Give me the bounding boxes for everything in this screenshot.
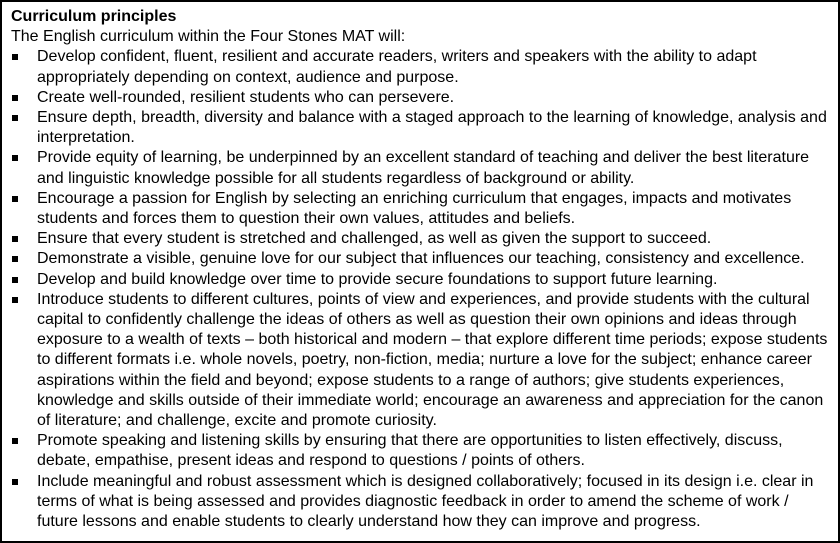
principle-item	[11, 431, 833, 471]
square-bullet-icon	[12, 54, 18, 60]
square-bullet-icon	[12, 155, 18, 161]
square-bullet-icon	[12, 236, 18, 242]
square-bullet-icon	[12, 277, 18, 283]
principle-text: Promote speaking and listening skills by ensuring that there are opportunities to listen effectively, discuss, debate, empathise, present ideas and respond to questions / points of others.	[37, 432, 783, 470]
principle-text: Provide equity of learning, be underpinned by an excellent standard of teaching and deliver the best literature and linguistic knowledge possible for all students regardless of background or ability.	[37, 149, 810, 187]
square-bullet-icon	[12, 95, 18, 101]
principle-item	[11, 108, 833, 148]
principle-text: Develop confident, fluent, resilient and accurate readers, writers and speakers with the ability to adapt appropriately depending on context, audience and purpose.	[37, 48, 757, 86]
principle-item	[11, 290, 833, 431]
principle-item	[11, 472, 833, 533]
square-bullet-icon	[12, 297, 18, 303]
document-body	[11, 7, 833, 532]
square-bullet-icon	[12, 438, 18, 444]
principle-item	[11, 88, 833, 108]
principle-item	[11, 229, 833, 249]
square-bullet-icon	[12, 115, 18, 121]
principle-item	[11, 148, 833, 188]
square-bullet-icon	[12, 256, 18, 262]
intro-text: The English curriculum within the Four Stones MAT will:	[11, 28, 406, 46]
principle-item	[11, 249, 833, 269]
principle-item	[11, 189, 833, 229]
square-bullet-icon	[12, 479, 18, 485]
principle-text: Encourage a passion for English by selecting an enriching curriculum that engages, impacts and motivates students and forces them to question their own values, attitudes and beliefs.	[37, 189, 792, 228]
principle-item	[11, 47, 833, 87]
section-heading: Curriculum principles	[11, 8, 177, 25]
principle-text: Ensure depth, breadth, diversity and balance with a staged approach to the learning of knowledge, analysis and interpretation.	[37, 109, 827, 147]
principle-text: Include meaningful and robust assessment which is designed collaboratively; focused in its design i.e. clear in terms of what is being assessed and provides diagnostic feedback in order to amend the scheme of work / future lessons and enable students to clearly understand how they can improve and progress.	[37, 472, 814, 531]
principle-text: Introduce students to different cultures, points of view and experiences, and provide students with the cultural capital to confidently challenge the ideas of others as well as question their own opinions and ideas through exposure to a wealth of texts – both historical and modern – that explore different time periods; expose students to different formats i.e. whole novels, poetry, non-fiction, media; nurture a love for the subject; enhance career aspirations within the field and beyond; expose students to a range of authors; give students experiences, knowledge and skills outside of their immediate world; encourage an awareness and appreciation for the canon of literature; and challenge, excite and promote curiosity.	[37, 290, 828, 430]
principle-text: Demonstrate a visible, genuine love for our subject that influences our teaching, consistency and excellence.	[37, 250, 805, 268]
square-bullet-icon	[12, 196, 18, 202]
principle-text: Develop and build knowledge over time to provide secure foundations to support future learning.	[37, 270, 718, 288]
principle-text: Create well-rounded, resilient students who can persevere.	[37, 88, 455, 106]
principle-text: Ensure that every student is stretched and challenged, as well as given the support to succeed.	[37, 230, 712, 248]
principle-item	[11, 270, 833, 290]
principles-list	[11, 47, 833, 532]
